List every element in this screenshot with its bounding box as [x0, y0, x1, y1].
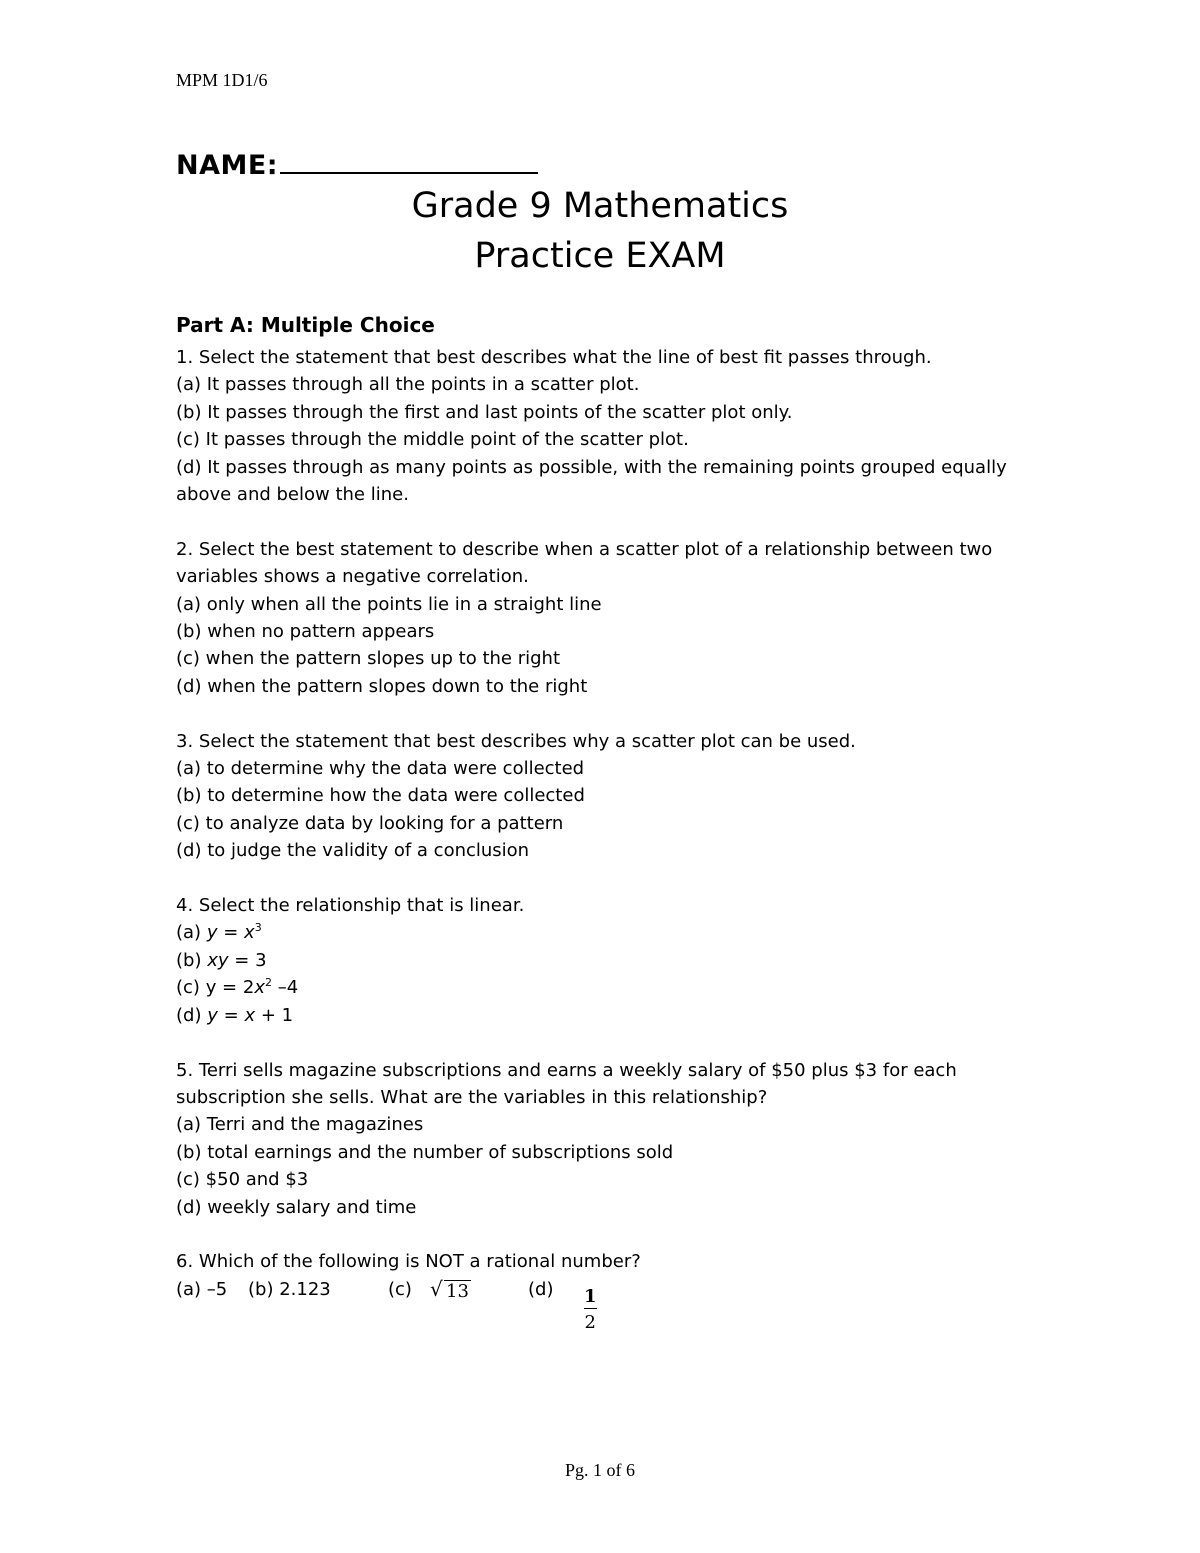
constant-term: –4 [277, 977, 299, 999]
question-5 [176, 1057, 1036, 1221]
var-x: x [254, 977, 265, 999]
radicand: 13 [446, 1280, 469, 1302]
page-number: Pg. 1 of 6 [564, 1460, 635, 1480]
var-x: x [244, 922, 255, 944]
question-3 [176, 728, 1036, 865]
option-row [176, 1276, 1036, 1336]
question-stem: 3. Select the statement that best describes why a scatter plot can be used. [176, 730, 856, 752]
var-y: y [207, 1004, 218, 1026]
question-stem-continued: variables shows a negative correlation. [176, 566, 529, 588]
question-6 [176, 1248, 1036, 1335]
question-stem: 5. Terri sells magazine subscriptions and earns a weekly salary of $50 plus $3 for each [176, 1059, 957, 1081]
option-b: (b) total earnings and the number of subscriptions sold [176, 1141, 674, 1163]
option-label: (c) [176, 977, 200, 999]
name-blank-line[interactable] [280, 146, 538, 174]
question-4 [176, 892, 1036, 1029]
exam-title: Grade 9 Mathematics [411, 186, 789, 226]
option-b [176, 947, 1036, 974]
option-b: (b) to determine how the data were collected [176, 785, 585, 807]
equals-sign: = [223, 1004, 239, 1026]
exam-subtitle: Practice EXAM [474, 236, 726, 276]
option-a: (a) to determine why the data were collected [176, 758, 585, 780]
coefficient: 2 [242, 977, 255, 999]
option-a: (a) Terri and the magazines [176, 1114, 424, 1136]
lhs: y = [205, 977, 238, 999]
question-list [176, 344, 1036, 1363]
exponent: 2 [265, 976, 272, 990]
square-root [430, 1278, 471, 1305]
option-d-continued: above and below the line. [176, 484, 409, 506]
question-stem: 4. Select the relationship that is linear. [176, 895, 525, 917]
fraction [584, 1286, 597, 1335]
option-c-label: (c) [388, 1278, 412, 1300]
part-heading: Part A: Multiple Choice [176, 313, 435, 337]
question-stem: 1. Select the statement that best describes what the line of best fit passes through. [176, 347, 932, 368]
option-d-label: (d) [528, 1278, 554, 1300]
option-c: (c) It passes through the middle point of the scatter plot. [176, 429, 689, 451]
option-a: (a) It passes through all the points in a scatter plot. [176, 374, 640, 396]
equals-sign: = [234, 949, 250, 971]
option-b: (b) It passes through the first and last points of the scatter plot only. [176, 401, 793, 423]
denominator: 2 [584, 1308, 597, 1335]
option-d: (d) when the pattern slopes down to the right [176, 675, 588, 697]
exponent: 3 [254, 921, 262, 935]
option-a: (a) –5 [176, 1278, 228, 1300]
option-c [176, 974, 1036, 1001]
name-field [176, 146, 538, 181]
option-d: (d) weekly salary and time [176, 1196, 417, 1218]
option-d [176, 1002, 1036, 1029]
option-label: (d) [176, 1004, 202, 1026]
course-code: MPM 1D1/6 [176, 70, 268, 90]
name-label: NAME: [176, 150, 279, 181]
var-y: y [206, 922, 218, 944]
constant: 3 [255, 949, 267, 971]
question-stem-continued: subscription she sells. What are the variables in this relationship? [176, 1086, 768, 1108]
var-x: x [244, 1004, 256, 1026]
option-label: (b) [176, 949, 202, 971]
option-c: (c) when the pattern slopes up to the right [176, 648, 561, 670]
var-xy: xy [207, 949, 229, 971]
option-c: (c) to analyze data by looking for a pattern [176, 812, 564, 834]
option-label: (a) [176, 922, 202, 944]
question-stem: 6. Which of the following is NOT a rational number? [176, 1251, 641, 1273]
option-d: (d) It passes through as many points as possible, with the remaining points grouped equally [176, 456, 1007, 478]
radical-icon: √ [430, 1276, 443, 1301]
option-d: (d) to judge the validity of a conclusion [176, 840, 530, 862]
option-a: (a) only when all the points lie in a straight line [176, 593, 602, 615]
question-1 [176, 344, 1036, 508]
equals-sign: = [223, 922, 239, 944]
numerator: 1 [584, 1285, 597, 1307]
question-stem: 2. Select the best statement to describe when a scatter plot of a relationship between two [176, 538, 993, 560]
question-2 [176, 536, 1036, 700]
option-c: (c) $50 and $3 [176, 1169, 309, 1191]
option-b: (b) 2.123 [248, 1278, 331, 1300]
constant-term: + 1 [260, 1004, 294, 1026]
option-a [176, 919, 1036, 946]
option-b: (b) when no pattern appears [176, 621, 435, 643]
